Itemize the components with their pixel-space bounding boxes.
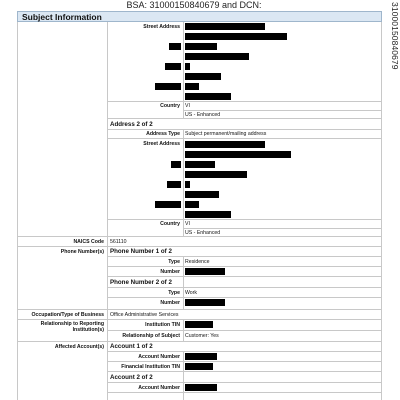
redacted-block — [185, 321, 213, 328]
redacted-block — [185, 384, 217, 391]
redacted-block — [155, 83, 181, 90]
row-divider — [108, 297, 382, 298]
country-extra-1: US - Enhanced — [185, 112, 221, 118]
inner-column-divider-4 — [183, 320, 184, 342]
phone-1-number-label: Number — [160, 269, 180, 275]
redacted-block — [185, 268, 225, 275]
phone-2-type-value: Work — [185, 290, 198, 296]
side-document-code: 31000150840679 — [390, 2, 400, 70]
row-divider — [108, 361, 382, 362]
row-divider — [17, 246, 382, 247]
institution-tin-label: Institution TIN — [145, 322, 180, 328]
country-value-2: VI — [185, 221, 190, 227]
table-right-border — [381, 22, 382, 400]
redacted-block — [185, 63, 190, 70]
redacted-block — [185, 201, 199, 208]
row-divider — [108, 219, 382, 220]
row-divider — [184, 228, 382, 229]
redacted-block — [185, 181, 190, 188]
phone-1-type-label: Type — [168, 259, 180, 265]
subject-information-table — [17, 22, 382, 400]
redacted-block — [185, 53, 249, 60]
account-1-fi-tin-label: Financial Institution TIN — [121, 364, 180, 370]
column-divider — [107, 22, 108, 400]
row-divider — [184, 110, 382, 111]
relationship-of-subject-label: Relationship of Subject — [122, 333, 180, 339]
redacted-block — [169, 43, 181, 50]
account-1-heading: Account 1 of 2 — [110, 343, 153, 350]
street-address-label-2: Street Address — [143, 141, 180, 147]
row-divider — [108, 276, 382, 277]
redacted-block — [171, 161, 181, 168]
row-divider — [108, 266, 382, 267]
address-type-label: Address Type — [146, 131, 180, 137]
redacted-block — [185, 23, 265, 30]
inner-column-divider-2 — [183, 139, 184, 236]
country-label-2: Country — [160, 221, 180, 227]
phone-2-type-label: Type — [168, 290, 180, 296]
phone-numbers-label: Phone Number(s) — [60, 249, 104, 255]
redacted-block — [185, 83, 199, 90]
row-divider — [108, 118, 382, 119]
redacted-block — [185, 161, 215, 168]
row-divider — [108, 371, 382, 372]
occupation-value: Office Administrative Services — [110, 312, 179, 318]
table-left-border — [17, 22, 18, 400]
row-divider — [108, 382, 382, 383]
redacted-block — [185, 73, 221, 80]
affected-accounts-label: Affected Account(s) — [54, 344, 104, 350]
naics-value: 561110 — [110, 239, 127, 245]
inner-column-divider-1 — [183, 22, 184, 118]
country-label-1: Country — [160, 103, 180, 109]
redacted-block — [185, 211, 231, 218]
relationship-label-line2: Institution(s) — [72, 327, 104, 333]
relationship-label-line1: Relationship to Reporting — [40, 321, 104, 327]
row-divider — [108, 330, 382, 331]
row-divider — [108, 287, 382, 288]
country-extra-2: US - Enhanced — [185, 230, 221, 236]
country-value-1: VI — [185, 103, 190, 109]
row-divider — [17, 309, 382, 310]
redacted-block — [185, 151, 291, 158]
redacted-block — [185, 43, 217, 50]
row-divider — [108, 392, 382, 393]
row-divider — [108, 256, 382, 257]
address-type-value: Subject permanent/mailing address — [185, 131, 267, 137]
redacted-block — [185, 363, 213, 370]
phone-2-number-label: Number — [160, 300, 180, 306]
redacted-block — [167, 181, 181, 188]
street-address-label-1: Street Address — [143, 24, 180, 30]
row-divider — [108, 351, 382, 352]
redacted-block — [185, 353, 217, 360]
account-2-heading: Account 2 of 2 — [110, 374, 153, 381]
redacted-block — [185, 141, 265, 148]
redacted-block — [155, 201, 181, 208]
phone-2-heading: Phone Number 2 of 2 — [110, 279, 172, 286]
redacted-block — [165, 63, 181, 70]
section-header: Subject Information — [17, 11, 382, 22]
row-divider — [108, 138, 382, 139]
account-2-number-label: Account Number — [138, 385, 180, 391]
relationship-of-subject-value: Customer: Yes — [185, 333, 219, 339]
occupation-label: Occupation/Type of Business — [31, 312, 104, 318]
address-2-heading: Address 2 of 2 — [110, 121, 153, 128]
redacted-block — [185, 299, 225, 306]
redacted-block — [185, 191, 219, 198]
phone-1-heading: Phone Number 1 of 2 — [110, 248, 172, 255]
redacted-block — [185, 93, 231, 100]
naics-label: NAICS Code — [73, 239, 104, 245]
row-divider — [108, 101, 382, 102]
row-divider — [17, 319, 382, 320]
row-divider — [108, 129, 382, 130]
row-divider — [17, 236, 382, 237]
redacted-block — [185, 171, 247, 178]
page-title: BSA: 31000150840679 and DCN: — [126, 0, 262, 10]
row-divider — [17, 341, 382, 342]
phone-1-type-value: Residence — [185, 259, 210, 265]
redacted-block — [185, 33, 287, 40]
account-1-number-label: Account Number — [138, 354, 180, 360]
inner-column-divider-3 — [183, 257, 184, 309]
